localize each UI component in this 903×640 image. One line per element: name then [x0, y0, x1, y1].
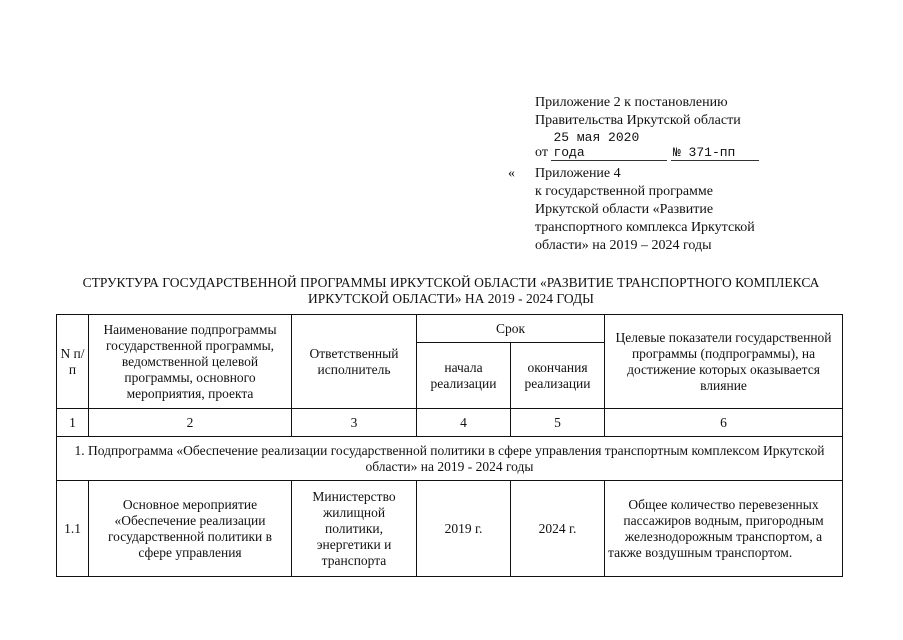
appendix4-line2: к государственной программе	[535, 184, 713, 199]
section-heading: 1. Подпрограмма «Обеспечение реализации государственной политики в сфере управления транспортным комплексом Иркутской области» на 2019 - 2024 годы	[57, 437, 843, 481]
header-term: Срок	[417, 315, 605, 343]
attachment-from-label: от	[535, 145, 548, 160]
appendix4-line4: транспортного комплекса Иркутской	[535, 220, 755, 235]
header-number: N п/п	[57, 315, 89, 409]
attachment-line3	[535, 130, 759, 162]
header-executor: Ответственный исполнитель	[292, 315, 417, 409]
row-executor: Министерство жилищной политики, энергетики и транспорта	[292, 481, 417, 577]
attachment-number: № 371-пп	[671, 145, 759, 161]
document-title-line2: ИРКУТСКОЙ ОБЛАСТИ» НА 2019 - 2024 ГОДЫ	[308, 291, 594, 306]
row-end: 2024 г.	[511, 481, 605, 577]
column-number-3: 3	[292, 409, 417, 437]
attachment-block	[535, 94, 759, 162]
header-end: окончания реализации	[511, 343, 605, 409]
appendix4-line1: Приложение 4	[535, 166, 621, 181]
row-number: 1.1	[57, 481, 89, 577]
column-number-2: 2	[89, 409, 292, 437]
document-title	[66, 275, 836, 307]
header-start: начала реализации	[417, 343, 511, 409]
appendix4-line5: области» на 2019 – 2024 годы	[535, 238, 712, 253]
header-name: Наименование подпрограммы государственной программы, ведомственной целевой программы, основного мероприятия, проекта	[89, 315, 292, 409]
column-number-4: 4	[417, 409, 511, 437]
attachment-line2: Правительства Иркутской области	[535, 113, 741, 128]
row-targets: Общее количество перевезенных пассажиров водным, пригородным железнодорожным транспортом, а также воздушным транспортом.	[605, 481, 843, 577]
appendix4-block	[535, 165, 805, 255]
column-number-1: 1	[57, 409, 89, 437]
program-structure-table	[56, 314, 843, 577]
document-title-line1: СТРУКТУРА ГОСУДАРСТВЕННОЙ ПРОГРАММЫ ИРКУТСКОЙ ОБЛАСТИ «РАЗВИТИЕ ТРАНСПОРТНОГО КОМПЛЕКСА	[82, 275, 820, 290]
appendix4-line3: Иркутской области «Развитие	[535, 202, 714, 217]
attachment-date: 25 мая 2020 года	[551, 130, 667, 161]
opening-quote-mark: «	[508, 166, 515, 181]
row-start: 2019 г.	[417, 481, 511, 577]
column-number-6: 6	[605, 409, 843, 437]
column-number-5: 5	[511, 409, 605, 437]
row-name: Основное мероприятие «Обеспечение реализации государственной политики в сфере управления	[89, 481, 292, 577]
attachment-line1: Приложение 2 к постановлению	[535, 95, 728, 110]
header-targets: Целевые показатели государственной программы (подпрограммы), на достижение которых оказывается влияние	[605, 315, 843, 409]
